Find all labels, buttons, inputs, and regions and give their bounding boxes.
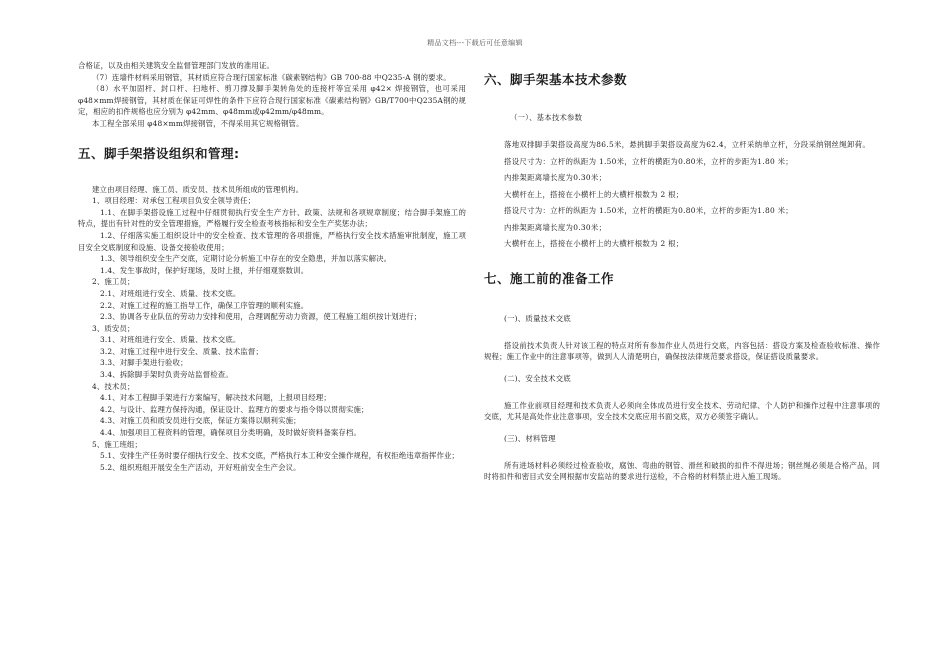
list-item: 3.3、对脚手架进行验收； xyxy=(100,358,188,368)
paragraph: 大横杆在上，搭接在小横杆上的大横杆根数为 2 根； xyxy=(504,239,684,248)
list-item: 2.2、对施工过程的施工指导工作，确保工序管理的顺利实施。 xyxy=(100,300,309,310)
subsection-heading: (二)、安全技术交底 xyxy=(504,373,571,383)
paragraph: 合格证，以及由相关建筑安全监督管理部门发放的准用证。 xyxy=(78,61,275,70)
paragraph: （8）水平加固杆、封口杆、扫地杆、剪刀撑及脚手架转角处的连接杆等宜采用 φ42× 焊接钢管，也可采用 φ48×mm焊接钢管，其材质在保证可焊性的条件下应符合现行国家标准《碳素结构钢》GB/T700中Q235A钢的规定，相应的扣件规格也应分别为 φ42mm、φ48mm或φ42mm/φ48mm。 xyxy=(78,84,466,117)
paragraph: 落地双排脚手架搭设高度为86.5米，悬挑脚手架搭设高度为62.4，立杆采纳单立杆，分段采纳钢丝绳卸荷。 xyxy=(504,140,871,149)
list-item: 3.1、对班组进行安全、质量、技术交底。 xyxy=(100,335,241,345)
list-item: 3.4、拆除脚手架时负责旁站监督检查。 xyxy=(100,370,233,380)
list-item: 1.2、仔细落实施工组织设计中的安全检查、技术管理的各项措施，严格执行安全技术措施审批制度，施工项目安全交底制度和设施、设备交接验收使用； xyxy=(78,230,466,252)
section-heading: 七、施工前的准备工作 xyxy=(484,270,615,286)
paragraph: 施工作业前项目经理和技术负责人必须向全体成员进行安全技术、劳动纪律、个人防护和操作过程中注意事项的交底，尤其是高处作业注意事项，安全技术交底应用书面交底，双方必须签字确认。 xyxy=(484,400,880,422)
paragraph: 搭设尺寸为：立杆的纵距为 1.50米，立杆的横距为0.80米，立杆的步距为1.80 米； xyxy=(504,206,793,215)
list-item: 1.3、领导组织安全生产交底，定期讨论分析施工中存在的安全隐患，并加以落实解决。 xyxy=(100,254,392,264)
page-header: 精品文档---下载后可任意编辑 xyxy=(427,39,523,47)
paragraph: 搭设前技术负责人针对该工程的特点对所有参加作业人员进行交底，内容包括：搭设方案及检查验收标准、操作规程；施工作业中的注意事项等，做到人人清楚明白，确保按法律规范要求搭设，保证搭设质量要求。 xyxy=(484,340,880,362)
paragraph: 内排架距离墙长度为0.30米； xyxy=(504,173,607,182)
list-item: 4.2、与设计、监理方保持沟通，保证设计、监理方的要求与指令得以贯彻实施； xyxy=(100,404,369,414)
paragraph: 搭设尺寸为：立杆的纵距为 1.50米，立杆的横距为0.80米，立杆的步距为1.80 米； xyxy=(504,156,793,166)
list-item: 4、技术员； xyxy=(92,381,135,391)
paragraph: 内排架距离墙长度为0.30米； xyxy=(504,222,607,232)
paragraph: 本工程全部采用 φ48×mm焊接钢管，不得采用其它规格钢管。 xyxy=(92,118,304,128)
list-item: 4.1、对本工程脚手架进行方案编写，解决技术问题，上报项目经理； xyxy=(100,393,331,403)
list-item: 1.1、在脚手架搭设施工过程中仔细贯彻执行安全生产方针、政策、法规和各项规章制度；结合脚手架施工的特点，提出有针对性的安全管理措施，严格履行安全检查考核指标和安全生产奖惩办法； xyxy=(78,207,466,229)
paragraph: 所有进场材料必须经过检查验收，腐蚀、弯曲的钢管、滑丝和破损的扣件不得进场；钢丝绳必须是合格产品，同时将扣件和密目式安全网根据市安监站的要求进行送检，不合格的材料禁止进入施工现场。 xyxy=(484,460,880,482)
subsection-heading: (一)、质量技术交底 xyxy=(504,313,571,323)
paragraph: （7）连墙件材料采用钢管，其材质应符合现行国家标准《碳素钢结构》GB 700-88 中Q235-A 钢的要求。 xyxy=(92,72,451,82)
left-column xyxy=(78,60,466,473)
list-item: 2.1、对班组进行安全、质量、技术交底。 xyxy=(100,288,241,298)
paragraph: 大横杆在上，搭接在小横杆上的大横杆根数为 2 根； xyxy=(504,189,684,199)
list-item: 5.2、组织班组开展安全生产活动，开好班前安全生产会议。 xyxy=(100,462,301,472)
list-item: 5、施工班组； xyxy=(92,439,143,449)
list-item: 3.2、对施工过程中进行安全、质量、技术监督； xyxy=(100,346,264,356)
subsection-heading: (三)、材料管理 xyxy=(504,433,556,443)
list-item: 2、施工员； xyxy=(92,277,135,287)
list-item: 1、项目经理：对承包工程项目负安全领导责任； xyxy=(92,196,256,206)
list-item: 3、质安员； xyxy=(92,323,135,333)
list-item: 2.3、协调各专业队伍的劳动力安排和使用，合理调配劳动力资源，使工程施工组织按计划进行； xyxy=(100,312,422,322)
paragraph: 建立由项目经理、施工员、质安员、技术员所组成的管理机构。 xyxy=(92,184,304,194)
list-item: 1.4、发生事故时，保护好现场，及时上报，并仔细观察数训。 xyxy=(100,265,309,275)
list-item: 4.4、加强项目工程资料的管理，确保项目分类明确，及时做好资料备案存档。 xyxy=(100,428,362,438)
section-heading: 五、脚手架搭设组织和管理: xyxy=(78,145,240,161)
subsection-heading: （一）、基本技术参数 xyxy=(510,113,583,122)
list-item: 5.1、安排生产任务时要仔细执行安全、技术交底，严格执行本工种安全操作规程，有权拒绝违章指挥作业； xyxy=(100,451,460,461)
right-column xyxy=(484,70,880,483)
section-heading: 六、脚手架基本技术参数 xyxy=(484,72,628,87)
list-item: 4.3、对施工员和质安员进行交底，保证方案得以顺利实施； xyxy=(100,416,301,426)
